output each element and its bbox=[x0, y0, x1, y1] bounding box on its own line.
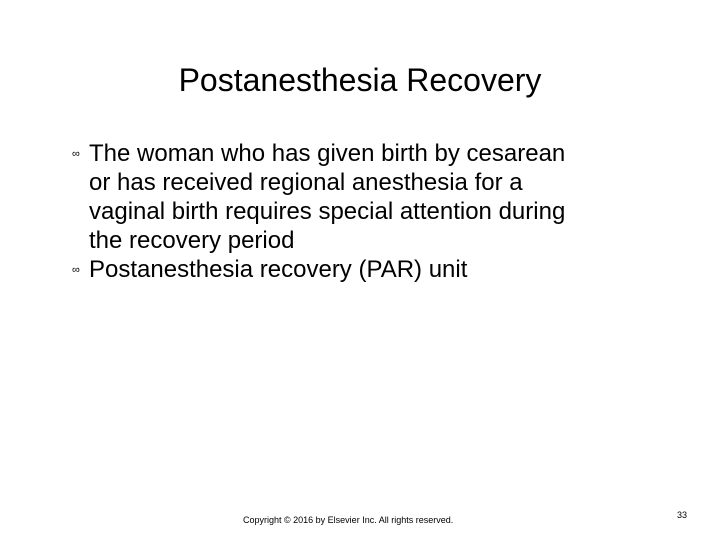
copyright-notice: Copyright © 2016 by Elsevier Inc. All rights reserved. bbox=[243, 515, 454, 525]
bullet-line: Postanesthesia recovery (PAR) unit bbox=[89, 256, 468, 283]
bullet-item bbox=[72, 255, 692, 284]
bullet-line: or has received regional anesthesia for a bbox=[89, 169, 523, 196]
eyeglasses-bullet-icon: ∞ bbox=[72, 264, 80, 276]
bullet-line: The woman who has given birth by cesarean bbox=[89, 140, 566, 167]
bullet-line: the recovery period bbox=[89, 227, 295, 254]
page-number: 33 bbox=[677, 510, 688, 520]
bullet-list bbox=[72, 139, 692, 284]
bullet-line: vaginal birth requires special attention during bbox=[89, 198, 566, 225]
slide-title: Postanesthesia Recovery bbox=[178, 62, 542, 98]
eyeglasses-bullet-icon: ∞ bbox=[72, 148, 80, 160]
bullet-item bbox=[72, 139, 692, 255]
